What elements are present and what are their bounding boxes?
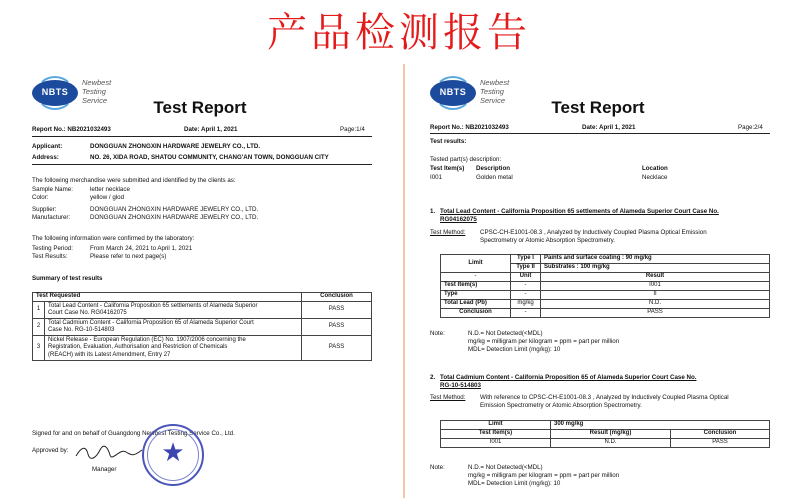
section-1-method-cont: Spectrometry or Atomic Absorption Spectrometry. [480,237,616,244]
page-title: Test Report [551,98,645,117]
table-row: 1 Total Lead Content - California Proposition 65 settlements of Alameda Superior Court Case No. RG04162075 PASS [33,302,372,319]
table-row: 3 Nickel Release - European Regulation (EC) No. 1907/2006 concerning the Registration, Evaluation, Authorisation and Restriction of Chemicals (REACH) with its Latest Amendment, Entry 27 PASS [33,336,372,361]
section-1-method: Test Method: CPSC-CH-E1001-08.3 , Analyzed by Inductively Coupled Plasma Optical Emission [430,229,707,236]
sample-row: Sample Name: letter necklace [32,186,130,193]
manufacturer-row: Manufacturer: DONGGUAN ZHONGXIN HARDWARE JEWELRY CO., LTD. [32,214,259,221]
results-row: Test Results: Please refer to next page(s) [32,253,167,260]
nbts-logo: NBTS Newbest Testing Service [32,74,152,110]
cadmium-result-table: Limit 300 mg/kg Test Item(s) Result (mg/kg) Conclusion I001 N.D. PASS [440,420,770,448]
note-line: MDL= Detection Limit (mg/kg): 10 [468,346,561,353]
signature-icon [74,444,144,460]
section-2-title: 2. Total Cadmium Content - California Proposition 65 of Alameda Superior Court Case No. [430,374,697,381]
supplier-row: Supplier: DONGGUAN ZHONGXIN HARDWARE JEWELRY CO., LTD. [32,206,259,213]
section-1-case: RG04162075 [440,216,477,223]
report-page-1 [14,72,386,498]
col-conclusion: Conclusion [302,293,372,302]
company-seal-icon: ★ [142,424,204,486]
page-title: Test Report [153,98,247,117]
signed-statement: Signed for and on behalf of Guangdong Newbest Testing Service Co., Ltd. [32,430,235,437]
items-row: I001 Golden metal Necklace [430,174,668,181]
note-line: mg/kg = milligram per kilogram = ppm = part per million [468,472,620,479]
report-header: Report No.: NB2021032493 Date: April 1, 2021 Page:2/4 [430,124,763,131]
report-header: Report No.: NB2021032493 Date: April 1, 2021 Page:1/4 [32,126,365,133]
section-2-method: Test Method: With reference to CPSC-CH-E1001-08.3 , Analyzed by Inductively Coupled Plasma Optical [430,394,729,401]
summary-heading: Summary of test results [32,275,103,282]
note-line: mg/kg = milligram per kilogram = ppm = part per million [468,338,620,345]
section-1-title: 1. Total Lead Content - California Proposition 65 settlements of Alameda Superior Court Case No. [430,208,719,215]
headline: 产品检测报告 [267,10,531,56]
table-row: 2 Total Cadmium Content - California Proposition 65 of Alameda Superior Court Case No. RG-10-514803 PASS [33,319,372,336]
manager-label: Manager [92,466,117,473]
report-page-2 [412,72,784,498]
note-line: MDL= Detection Limit (mg/kg): 10 [468,480,561,487]
note-block-2: Note: N.D.= Not Detected(<MDL) [430,464,543,471]
summary-table [32,292,372,361]
lab-intro: The following information were confirmed by the laboratory: [32,235,195,242]
address-row: Address: NO. 26, XIDA ROAD, SHATOU COMMUNITY, CHANG'AN TOWN, DONGGUAN CITY [32,154,329,161]
col-test-requested: Test Requested [33,293,302,302]
approved-label: Approved by: [32,447,69,454]
applicant-row: Applicant: DONGGUAN ZHONGXIN HARDWARE JEWELRY CO., LTD. [32,143,261,150]
merch-intro: The following merchandise were submitted and identified by the clients as: [32,177,236,184]
results-heading: Test results: [430,138,467,145]
note-block-1: Note: N.D.= Not Detected(<MDL) [430,330,543,337]
period-row: Testing Period: From March 24, 2021 to April 1, 2021 [32,245,193,252]
tested-parts: Tested part(s) description: [430,156,502,163]
items-header: Test Item(s) Description Location [430,165,668,172]
nbts-logo: NBTS Newbest Testing Service [430,74,550,110]
lead-result-table: Limit Type I Paints and surface coating : 90 mg/kg Type II Substrates : 100 mg/kg - Unit Result Test Item(s) - I001 Type - II Total Lead (Pb) mg/kg N.D. Conclusion - PASS [440,254,770,318]
page-divider [403,64,405,498]
section-2-case: RG-10-514803 [440,382,481,389]
color-row: Color: yellow / glod [32,194,125,201]
section-2-method-cont: Emission Spectrometry or Atomic Absorption Spectrometry. [480,402,642,409]
